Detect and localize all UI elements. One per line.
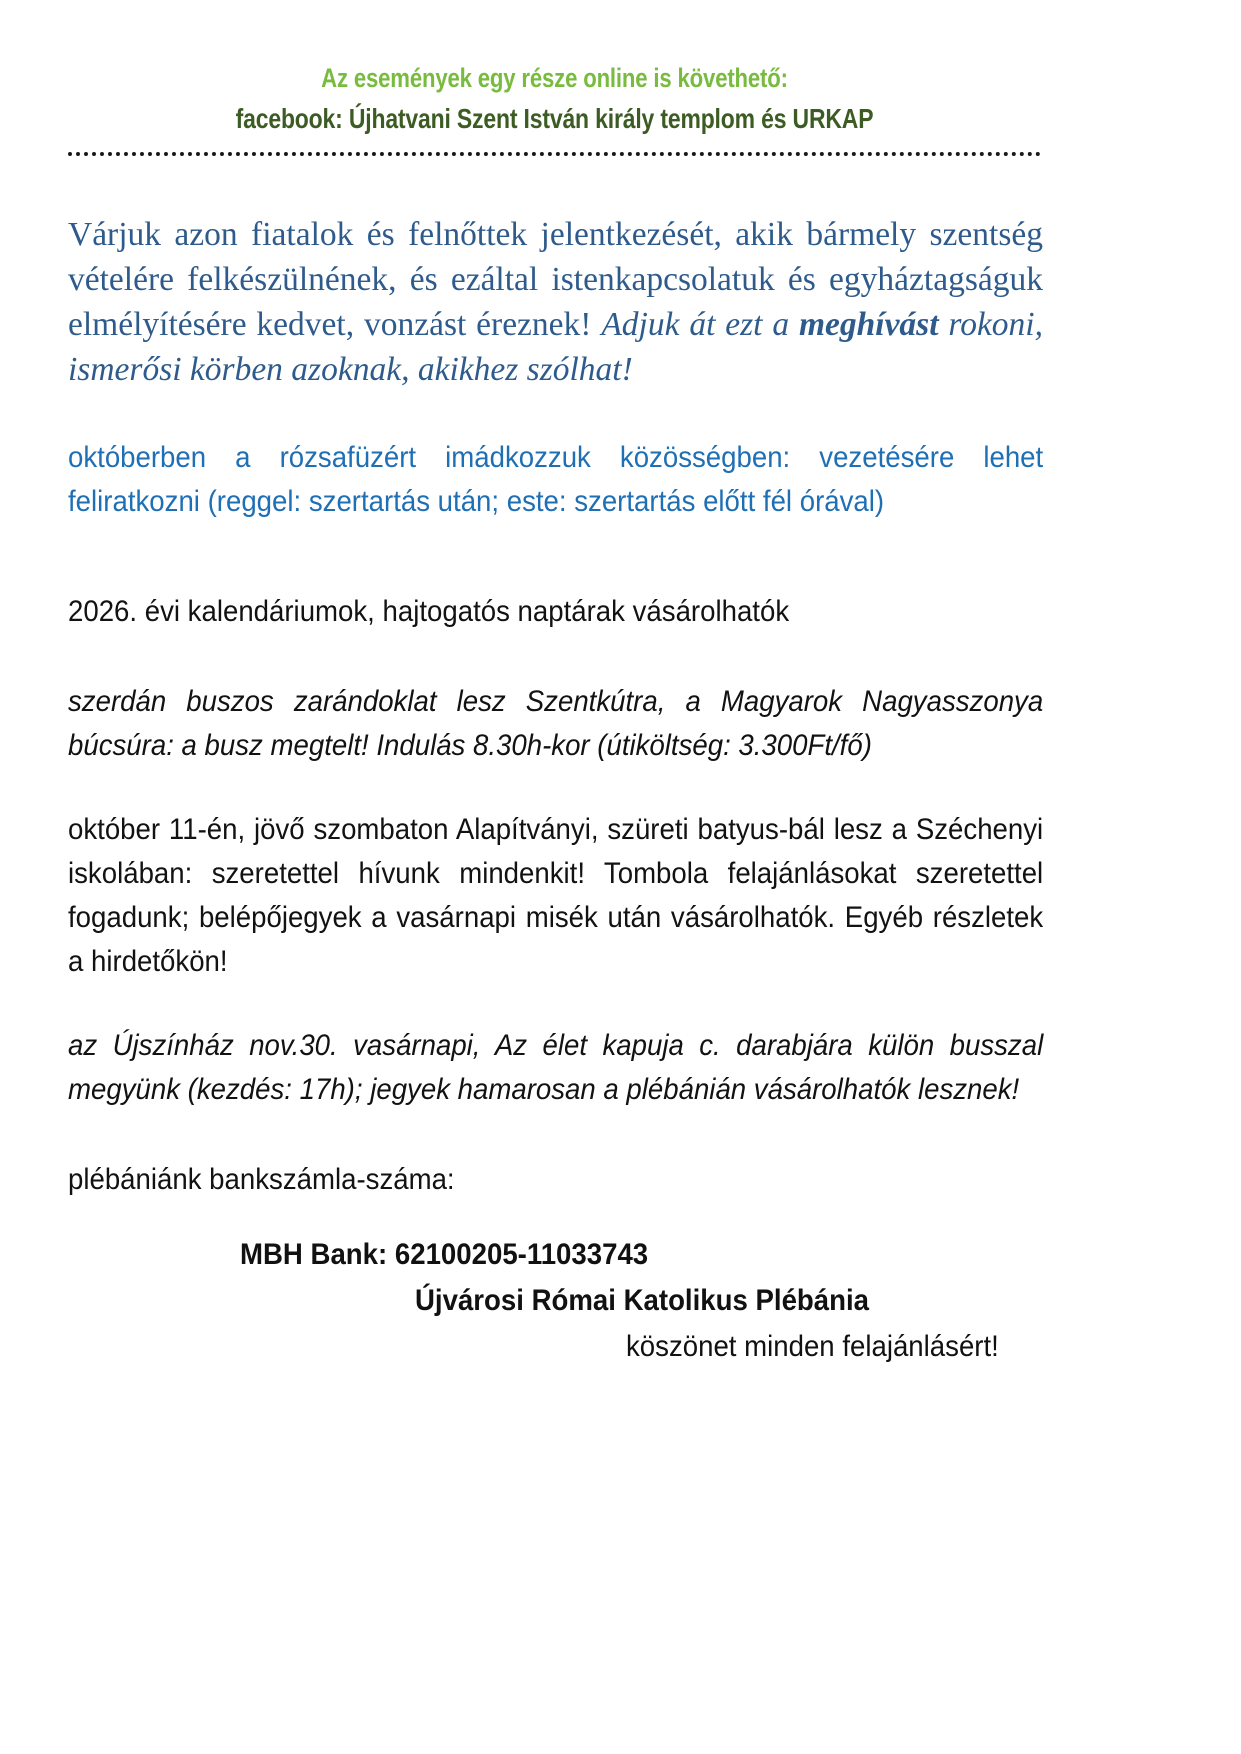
spacer <box>68 1202 1043 1232</box>
paragraph-pilgrimage: szerdán buszos zarándoklat lesz Szentkútra, a Magyarok Nagyasszonya búcsúra: a busz megtelt! Indulás 8.30h-kor (útiköltség: 3.300Ft/fő) <box>68 685 1044 762</box>
invitation-plain-text: Várjuk azon fiatalok és felnőttek jelentkezését, akik bármely szentség vételére felkészülnének, és ezáltal istenkapcsolatuk és egyháztagságuk elmélyítésére kedvet, vonzást éreznek! <box>68 216 1043 343</box>
spacer <box>68 1112 1043 1158</box>
header-facebook-line: facebook: Újhatvani Szent István király templom és URKAP <box>235 103 874 134</box>
dotted-divider <box>68 152 1041 156</box>
parish-name: Újvárosi Római Katolikus Plébánia <box>415 1284 870 1317</box>
body-content <box>68 212 1043 1370</box>
paragraph-rosary: októberben a rózsafüzért imádkozzuk közösségben: vezetésére lehet feliratkozni (reggel: szertartás után; este: szertartás előtt fél órával) <box>68 441 1044 518</box>
invitation-italic-lead: Adjuk át ezt a <box>601 306 799 343</box>
paragraph-invitation <box>68 212 1043 392</box>
spacer <box>68 634 1043 680</box>
bank-account-number: MBH Bank: 62100205-11033743 <box>240 1238 649 1271</box>
header-block <box>68 58 1041 140</box>
header-online-notice: Az események egy része online is követhető: <box>321 63 788 93</box>
paragraph-harvest-ball: október 11-én, jövő szombaton Alapítványi, szüreti batyus-bál lesz a Széchenyi iskolában: szeretettel hívunk mindenkit! Tombola felajánlásokat szeretettel fogadunk; belépőjegyek a vasárnapi misék után vásárolhatók. Egyéb részletek a hirdetőkön! <box>68 813 1044 978</box>
spacer <box>68 984 1043 1024</box>
spacer <box>68 768 1043 808</box>
paragraph-bank-intro: plébániánk bankszámla-száma: <box>68 1163 455 1196</box>
spacer <box>68 560 1043 590</box>
paragraph-calendars: 2026. évi kalendáriumok, hajtogatós naptárak vásárolhatók <box>68 595 790 628</box>
invitation-emphasis-meghivast: meghívást <box>798 306 939 343</box>
thanks-note: köszönet minden felajánlásért! <box>626 1330 999 1363</box>
invitation-italic-tail: rokoni, ismerősi körben azoknak, akikhez szólhat! <box>68 306 1043 388</box>
paragraph-theatre-trip: az Újszínház nov.30. vasárnapi, Az élet kapuja c. darabjára külön busszal megyünk (kezdés: 17h); jegyek hamarosan a plébánián vásárolhatók lesznek! <box>68 1029 1044 1106</box>
